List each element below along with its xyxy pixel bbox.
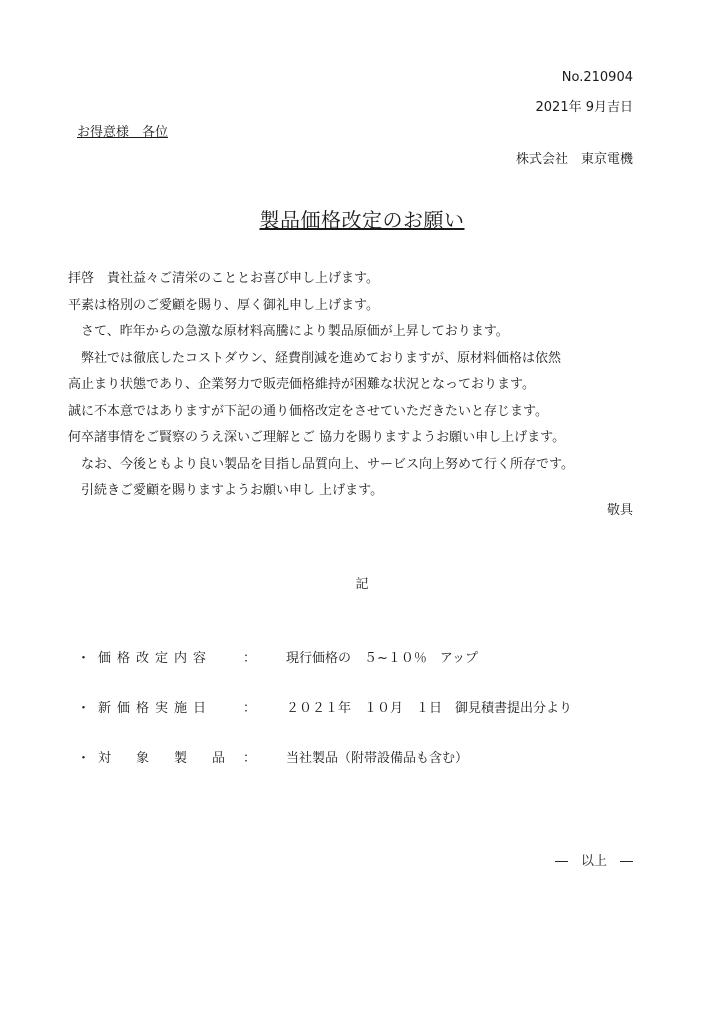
- item-value: 当社製品（附帯設備品も含む）: [286, 751, 469, 766]
- item-label: 新価格実施日: [98, 701, 213, 716]
- item-value: ２０２１年 １０月 １日 御見積書提出分より: [286, 701, 573, 716]
- body-line: 拝啓 貴社益々ご清栄のこととお喜び申し上げます。: [68, 271, 379, 286]
- body-line: さて、昨年からの急激な原材料高騰により製品原価が上昇しております。: [68, 324, 509, 339]
- body-line: 高止まり状態であり、企業努力で販売価格維持が困難な状況となっております。: [68, 377, 535, 392]
- document-number: No.210904: [561, 70, 633, 85]
- item-row-price-change: [0, 647, 724, 669]
- body-line: なお、今後ともより良い製品を目指し品質向上、サービス向上努めて行く所存です。: [68, 456, 574, 472]
- item-value: 現行価格の ５~１０％ アップ: [286, 651, 478, 666]
- body-line: 引続きご愛顧を賜りますようお願い申し 上げます。: [68, 483, 384, 498]
- item-label: 対 象 製 品: [98, 751, 232, 766]
- body-line: 弊社では徹底したコストダウン、経費削減を進めておりますが、原材料価格は依然: [68, 350, 561, 366]
- item-row-target-products: [0, 747, 724, 769]
- bullet: ・: [77, 651, 91, 666]
- body-line: 誠に不本意ではありますが下記の通り価格改定をさせていただきたいと存じます。: [68, 403, 548, 419]
- closing-keigu: 敬具: [606, 503, 633, 518]
- document-date: 2021年 9月吉日: [535, 100, 633, 115]
- bullet: ・: [77, 751, 91, 766]
- letter-body: [68, 266, 648, 505]
- body-line: 何卒諸事情をご賢察のうえ深いご理解とご 協力を賜りますようお願い申し上げます。: [68, 430, 566, 445]
- item-colon: ：: [243, 751, 257, 766]
- item-colon: ：: [243, 701, 257, 716]
- document-title: 製品価格改定のお願い: [259, 208, 465, 232]
- item-row-effective-date: [0, 697, 724, 719]
- item-colon: ：: [243, 651, 257, 666]
- bullet: ・: [77, 701, 91, 716]
- sender-company: 株式会社 東京電機: [515, 152, 633, 167]
- body-line: 平素は格別のご愛顧を賜り、厚く御礼申し上げます。: [68, 297, 379, 313]
- closing-ijo: ― 以上 ―: [554, 854, 633, 869]
- recipient: お得意様 各位: [77, 125, 169, 140]
- ki-heading: 記: [355, 577, 369, 592]
- item-label: 価格改定内容: [98, 651, 213, 666]
